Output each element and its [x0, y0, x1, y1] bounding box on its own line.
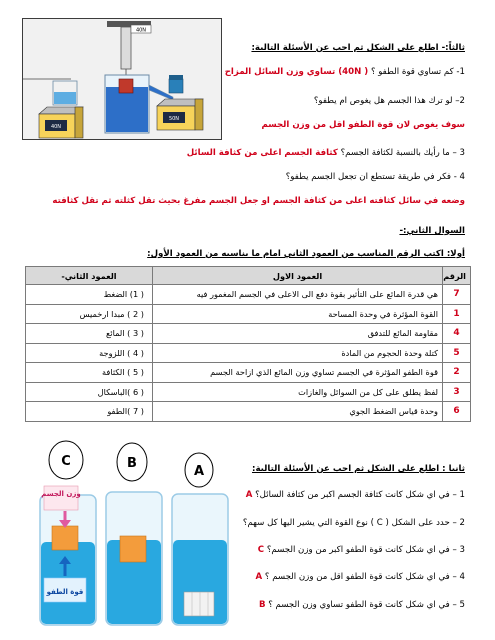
table-header: العمود الاول: [153, 267, 443, 285]
section3-q1: [225, 66, 465, 78]
spring-scale-label: 40N: [135, 27, 147, 34]
section2b-a5: B: [258, 600, 266, 610]
table-row: [26, 304, 471, 324]
table-cell-number: 6: [443, 402, 471, 422]
buoyancy-beakers-figure: [36, 440, 234, 630]
table-row: [26, 363, 471, 383]
label-a: A: [193, 464, 205, 479]
table-cell-number: 3: [443, 382, 471, 402]
table-cell-definition: مقاومة المائع للتدفق: [153, 324, 443, 344]
section3-a4: وضعه في سائل كثافته اعلى من كثافة الجسم او جعل الجسم مفرغ بحيث تقل كثلته ثم تقل كثافته: [52, 196, 465, 206]
table-cell-number: 1: [443, 304, 471, 324]
table-cell-term: ( 7 )الطفو: [26, 402, 153, 422]
table-cell-definition: هي قدرة المائع على التأثير بقوة دفع الى الاعلى في الجسم المغمور فيه: [153, 285, 443, 305]
section2b-title: ثانيا : اطلع على الشكل ثم اجب عن الأسئلة التالية:: [252, 464, 465, 474]
section2b-q3: [258, 544, 465, 556]
table-row: [26, 382, 471, 402]
table-cell-term: ( 5 ) الكثافة: [26, 363, 153, 383]
table-cell-term: ( 2 ) مبدا ارخميس: [26, 304, 153, 324]
matching-table: [25, 266, 471, 422]
section2b-q1: [246, 489, 465, 501]
section2b-q2: 2 – حدد على الشكل ( C ) نوع القوة التي يشير اليها كل سهم؟: [242, 518, 465, 528]
section2b-q4-text: 4 – في اي شكل كانت قوة الطفو اقل من وزن الجسم ؟: [264, 572, 465, 582]
section2b-q3-text: 3 – في اي شكل كانت قوة الطفو اكبر من وزن الجسم؟: [266, 545, 465, 555]
buoyancy-beakers-illustration: [36, 440, 234, 630]
table-row: [26, 285, 471, 305]
table-cell-number: 2: [443, 363, 471, 383]
table-header: العمود الثاني-: [26, 267, 153, 285]
question2-title: السوال الثاني:-: [399, 226, 465, 236]
right-block-label: 50N: [168, 116, 180, 122]
question2-part1-title: أولا: اكتب الرقم المناسب من العمود الثاني امام ما يناسبه من العمود الأول:: [147, 249, 465, 259]
table-row: [26, 402, 471, 422]
table-cell-term: ( 4 ) اللزوجة: [26, 343, 153, 363]
section3-q3-text: 3 – ما رأيك بالنسبة لكثافة الجسم؟: [340, 148, 465, 158]
section3-a2: سوف يغوص لان قوة الطفو اقل من وزن الجسم: [261, 120, 465, 130]
section2b-a3: C: [257, 545, 265, 555]
table-cell-definition: القوة المؤثرة في وحدة المساحة: [153, 304, 443, 324]
table-cell-term: ( 3 ) المائع: [26, 324, 153, 344]
section3-q2: 2– لو ترك هذا الجسم هل يغوص ام يطفو؟: [313, 96, 465, 106]
left-block-label: 40N: [50, 124, 62, 130]
section3-q3: [187, 147, 465, 159]
section3-a3: كثافة الجسم اعلى من كثافة السائل: [186, 148, 338, 158]
section2b-a4: A: [255, 572, 263, 582]
table-row: [26, 343, 471, 363]
section2b-q5-text: 5 – في اي شكل كانت قوة الطفو تساوي وزن الجسم ؟: [268, 600, 465, 610]
table-cell-definition: قوة الطفو المؤثرة في الجسم تساوي وزن المائع الذي ازاحة الجسم: [153, 363, 443, 383]
section3-q1-text: 1- كم تساوي قوة الطفو ؟: [370, 67, 465, 77]
section3-a1: ( 40N) تساوي وزن السائل المزاح: [224, 67, 369, 77]
spring-scale-figure: [22, 18, 222, 140]
table-header: الرقم: [443, 267, 471, 285]
section2b-a1: A: [245, 490, 253, 500]
table-cell-number: 5: [443, 343, 471, 363]
section3-q4: 4 - فكر في طريقة تستطع ان تجعل الجسم يطفو؟: [285, 172, 465, 182]
table-cell-definition: كتلة وحدة الحجوم من المادة: [153, 343, 443, 363]
table-cell-definition: لفظ يطلق على كل من السوائل والغازات: [153, 382, 443, 402]
table-header-row: [26, 267, 471, 285]
spring-scale-illustration: [23, 19, 222, 140]
table-cell-number: 7: [443, 285, 471, 305]
label-b: B: [127, 456, 137, 471]
section2b-q1-text: 1 – في اي شكل كانت كثافة الجسم اكبر من كثافة السائل؟: [255, 490, 465, 500]
buoyancy-label: قوة الطفو: [46, 588, 84, 596]
section2b-q4: [256, 571, 465, 583]
table-cell-term: ( 6 )الباسكال: [26, 382, 153, 402]
section3-title: ثالثاً:- اطلع على الشكل ثم اجب عن الأسئلة التالية:: [251, 43, 465, 53]
table-cell-definition: وحدة قياس الضغط الجوي: [153, 402, 443, 422]
label-c: C: [61, 454, 71, 469]
table-cell-number: 4: [443, 324, 471, 344]
table-cell-term: ( 1) الضغط: [26, 285, 153, 305]
weight-label: وزن الجسم: [41, 490, 81, 498]
section2b-q5: [259, 599, 465, 611]
table-row: [26, 324, 471, 344]
